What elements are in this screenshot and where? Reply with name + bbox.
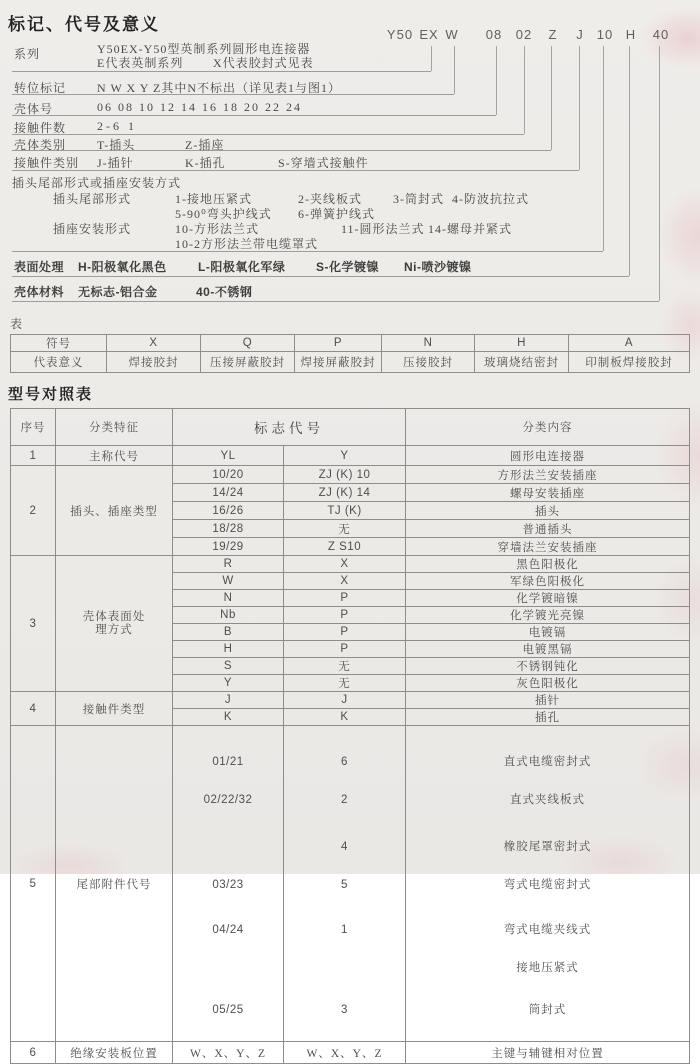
cell-code1: Nb bbox=[173, 607, 284, 624]
cell-code2: W、X、Y、Z bbox=[284, 1042, 406, 1064]
symbol-table bbox=[10, 334, 690, 373]
leader-vline-z bbox=[551, 46, 552, 150]
stack-line bbox=[286, 961, 403, 975]
table-row bbox=[11, 446, 690, 466]
leader-vline-02 bbox=[524, 46, 525, 134]
table-row bbox=[11, 466, 690, 484]
cell-content: 军绿色阳极化 bbox=[406, 573, 690, 590]
cell-code2: ZJ (K) 10 bbox=[284, 466, 406, 484]
cell-code2: X bbox=[284, 556, 406, 573]
cell-symbol: P bbox=[295, 335, 382, 352]
stack-line: 05/25 bbox=[212, 1004, 244, 1016]
contact-type-hole: K-插孔 bbox=[185, 156, 226, 170]
cell-code1: H bbox=[173, 641, 284, 658]
leader-underline-contact-count bbox=[12, 134, 524, 135]
cell-code1: S bbox=[173, 658, 284, 675]
cell-code2: 无 bbox=[284, 658, 406, 675]
cell-code1: B bbox=[173, 624, 284, 641]
contact-type-wall: S-穿墙式接触件 bbox=[278, 156, 369, 170]
surface-item-l: L-阳极氧化军绿 bbox=[198, 260, 286, 274]
contact-type-pin: J-插针 bbox=[97, 156, 134, 170]
leader-underline-material bbox=[12, 301, 659, 302]
cell-no: 4 bbox=[11, 692, 56, 726]
socket-mount-item-10: 10-方形法兰式 bbox=[175, 222, 259, 236]
socket-mount-label: 插座安装形式 bbox=[53, 222, 132, 236]
code-token: Z bbox=[548, 27, 558, 42]
stack-line: 02/22/32 bbox=[203, 794, 253, 806]
cell-code2: TJ (K) bbox=[284, 502, 406, 520]
meaning-row bbox=[11, 352, 690, 373]
stack-line: 5 bbox=[341, 879, 348, 891]
cell-code2: 无 bbox=[284, 675, 406, 692]
header-code: 标志代号 bbox=[173, 409, 406, 446]
leader-vline-w bbox=[454, 46, 455, 94]
stack-line: 4 bbox=[341, 841, 348, 853]
cell-content: 不锈钢钝化 bbox=[406, 658, 690, 675]
contact-type-label: 接触件类别 bbox=[14, 156, 80, 170]
cell-symbol: N bbox=[382, 335, 475, 352]
shell-no-value: 06 08 10 12 14 16 18 20 22 24 bbox=[97, 100, 302, 114]
cell-content: 圆形电连接器 bbox=[406, 446, 690, 466]
cell-code2: P bbox=[284, 590, 406, 607]
table-row bbox=[11, 556, 690, 573]
leader-vline-h bbox=[629, 46, 630, 276]
stack-line: 弯式电缆夹线式 bbox=[503, 924, 592, 936]
cell-feature: 绝缘安装板位置 bbox=[56, 1042, 173, 1064]
cell-meaning: 焊接屏蔽胶封 bbox=[295, 352, 382, 373]
symbol-row bbox=[11, 335, 690, 352]
material-label: 壳体材料 bbox=[14, 285, 65, 299]
cell-code1: R bbox=[173, 556, 284, 573]
cell-symbol-header: 符号 bbox=[11, 335, 107, 352]
cell-code2: 无 bbox=[284, 520, 406, 538]
material-item-al: 无标志-铝合金 bbox=[78, 285, 158, 299]
code-token: 40 bbox=[652, 27, 670, 42]
plug-tail-item-5: 5-90⁰弯头护线式 bbox=[175, 207, 272, 221]
plug-tail-item-6: 6-弹簧护线式 bbox=[298, 207, 375, 221]
model-table-title: 型号对照表 bbox=[8, 386, 94, 403]
cell-meaning: 压接胶封 bbox=[382, 352, 475, 373]
cell-code1: W bbox=[173, 573, 284, 590]
cell-symbol: H bbox=[475, 335, 569, 352]
table-row bbox=[11, 1042, 690, 1064]
stack-line: 弯式电缆密封式 bbox=[503, 879, 592, 891]
stack-line: 6 bbox=[341, 756, 348, 768]
stack-line: 筒封式 bbox=[528, 1004, 567, 1016]
cell-code2: J bbox=[284, 692, 406, 709]
leader-underline-shell-no bbox=[12, 115, 496, 116]
plug-tail-item-4: 4-防波抗拉式 bbox=[452, 192, 529, 206]
cell-no: 3 bbox=[11, 556, 56, 692]
stack-line bbox=[175, 840, 281, 854]
feature-text: 壳体表面处理方式 bbox=[82, 610, 146, 636]
leader-vline-10 bbox=[603, 46, 604, 251]
cell-code1: YL bbox=[173, 446, 284, 466]
plug-tail-item-3: 3-筒封式 bbox=[393, 192, 444, 206]
cell-meaning: 印制板焊接胶封 bbox=[569, 352, 690, 373]
shell-no-label: 壳体号 bbox=[14, 102, 54, 116]
leader-underline-surface bbox=[12, 276, 629, 277]
cell-code2: P bbox=[284, 624, 406, 641]
surface-item-s: S-化学镀镍 bbox=[316, 260, 380, 274]
cell-no: 2 bbox=[11, 466, 56, 556]
stack-line: 直式电缆密封式 bbox=[503, 756, 592, 768]
rotation-label: 转位标记 bbox=[14, 81, 67, 95]
cell-feature: 插头、插座类型 bbox=[56, 466, 173, 556]
shell-type-socket: Z-插座 bbox=[185, 138, 225, 152]
stack-line: 2 bbox=[341, 794, 348, 806]
cell-code2: K bbox=[284, 709, 406, 726]
code-token: Y50 bbox=[386, 27, 414, 42]
stack-line: 橡胶尾罩密封式 bbox=[503, 841, 592, 853]
code-token: W bbox=[445, 27, 459, 42]
cell-meaning: 焊接胶封 bbox=[107, 352, 201, 373]
header-content: 分类内容 bbox=[406, 409, 690, 446]
table-row bbox=[11, 726, 690, 1042]
cell-symbol: A bbox=[569, 335, 690, 352]
surface-item-h: H-阳极氧化黑色 bbox=[78, 260, 167, 274]
cell-content-stack bbox=[406, 726, 690, 1042]
model-comparison-table bbox=[10, 408, 690, 1064]
page-title: 标记、代号及意义 bbox=[8, 15, 160, 34]
surface-item-ni: Ni-喷沙镀镍 bbox=[404, 260, 472, 274]
cell-meaning: 压接屏蔽胶封 bbox=[201, 352, 295, 373]
stack-line: 04/24 bbox=[212, 924, 244, 936]
cell-no: 1 bbox=[11, 446, 56, 466]
cell-no: 6 bbox=[11, 1042, 56, 1064]
stack-line: 接地压紧式 bbox=[516, 962, 579, 974]
cell-code1: 18/28 bbox=[173, 520, 284, 538]
socket-mount-item-14: 14-螺母并紧式 bbox=[428, 222, 512, 236]
table-row bbox=[11, 692, 690, 709]
cell-code1: 16/26 bbox=[173, 502, 284, 520]
cell-code2: P bbox=[284, 607, 406, 624]
cell-symbol: X bbox=[107, 335, 201, 352]
material-item-ss: 40-不锈钢 bbox=[196, 285, 253, 299]
cell-meaning-header: 代表意义 bbox=[11, 352, 107, 373]
cell-content: 电镀镉 bbox=[406, 624, 690, 641]
cell-code1-stack bbox=[173, 726, 284, 1042]
cell-symbol: Q bbox=[201, 335, 295, 352]
code-token: 10 bbox=[596, 27, 614, 42]
cell-code2-stack bbox=[284, 726, 406, 1042]
cell-feature: 尾部附件代号 bbox=[56, 726, 173, 1042]
cell-code2: Z S10 bbox=[284, 538, 406, 556]
leader-vline-40 bbox=[659, 46, 660, 301]
series-desc-line2b: X代表胶封式见表 bbox=[213, 56, 314, 70]
cell-content: 化学镀暗镍 bbox=[406, 590, 690, 607]
stack-line: 03/23 bbox=[212, 879, 244, 891]
cell-no: 5 bbox=[11, 726, 56, 1042]
cell-code1: 10/20 bbox=[173, 466, 284, 484]
plug-tail-item-2: 2-夹线板式 bbox=[298, 192, 362, 206]
stack-line: 直式夹线板式 bbox=[510, 794, 585, 806]
cell-code2: ZJ (K) 14 bbox=[284, 484, 406, 502]
cell-content: 插孔 bbox=[406, 709, 690, 726]
header-no: 序号 bbox=[11, 409, 56, 446]
leader-underline-series bbox=[12, 71, 431, 72]
cell-meaning: 玻璃烧结密封 bbox=[475, 352, 569, 373]
cell-code2: X bbox=[284, 573, 406, 590]
cell-content: 电镀黑镉 bbox=[406, 641, 690, 658]
cell-code2: Y bbox=[284, 446, 406, 466]
leader-vline-j bbox=[579, 46, 580, 170]
series-desc-line2a: E代表英制系列 bbox=[97, 56, 184, 70]
code-token: 08 bbox=[485, 27, 503, 42]
code-token: H bbox=[625, 27, 637, 42]
shell-type-plug: T-插头 bbox=[97, 138, 136, 152]
symbol-table-label: 表 bbox=[10, 317, 24, 331]
cell-content: 主键与辅键相对位置 bbox=[406, 1042, 690, 1064]
cell-content: 螺母安装插座 bbox=[406, 484, 690, 502]
series-label: 系列 bbox=[14, 47, 41, 61]
contact-count-value: 2-6 1 bbox=[97, 119, 137, 133]
cell-feature bbox=[56, 556, 173, 692]
cell-content: 灰色阳极化 bbox=[406, 675, 690, 692]
cell-code1: J bbox=[173, 692, 284, 709]
cell-code1: Y bbox=[173, 675, 284, 692]
stack-line: 1 bbox=[341, 924, 348, 936]
cell-content: 化学镀光亮镍 bbox=[406, 607, 690, 624]
contact-count-label: 接触件数 bbox=[14, 121, 67, 135]
plug-tail-item-1: 1-接地压紧式 bbox=[175, 192, 252, 206]
cell-content: 插针 bbox=[406, 692, 690, 709]
series-desc-line1: Y50EX-Y50型英制系列圆形电连接器 bbox=[97, 42, 311, 56]
cell-content: 插头 bbox=[406, 502, 690, 520]
cell-content: 黑色阳极化 bbox=[406, 556, 690, 573]
cell-feature: 主称代号 bbox=[56, 446, 173, 466]
cell-code1: K bbox=[173, 709, 284, 726]
code-token: 02 bbox=[515, 27, 533, 42]
stack-line bbox=[175, 961, 281, 975]
stack-line: 01/21 bbox=[212, 756, 244, 768]
cell-content: 方形法兰安装插座 bbox=[406, 466, 690, 484]
surface-label: 表面处理 bbox=[14, 260, 65, 274]
table-header-row bbox=[11, 409, 690, 446]
cell-code1: W、X、Y、Z bbox=[173, 1042, 284, 1064]
stack-line: 3 bbox=[341, 1004, 348, 1016]
shell-type-label: 壳体类别 bbox=[14, 138, 67, 152]
leader-vline-ex bbox=[431, 46, 432, 71]
cell-code2: P bbox=[284, 641, 406, 658]
code-token: EX bbox=[419, 27, 439, 42]
cell-code1: 19/29 bbox=[173, 538, 284, 556]
cell-code1: 14/24 bbox=[173, 484, 284, 502]
code-token: J bbox=[576, 27, 584, 42]
plug-tail-label: 插头尾部形式 bbox=[53, 192, 132, 206]
header-feature: 分类特征 bbox=[56, 409, 173, 446]
rotation-value: N W X Y Z其中N不标出（详见表1与图1） bbox=[97, 81, 341, 95]
leader-underline-shell-type bbox=[12, 150, 551, 151]
socket-mount-item-10-2: 10-2方形法兰带电缆罩式 bbox=[175, 237, 318, 251]
leader-vline-08 bbox=[496, 46, 497, 115]
cell-content: 穿墙法兰安装插座 bbox=[406, 538, 690, 556]
socket-mount-item-11: 11-圆形法兰式 bbox=[341, 222, 425, 236]
cell-code1: N bbox=[173, 590, 284, 607]
cell-feature: 接触件类型 bbox=[56, 692, 173, 726]
cell-content: 普通插头 bbox=[406, 520, 690, 538]
tail-section-title: 插头尾部形式或插座安装方式 bbox=[12, 176, 182, 190]
